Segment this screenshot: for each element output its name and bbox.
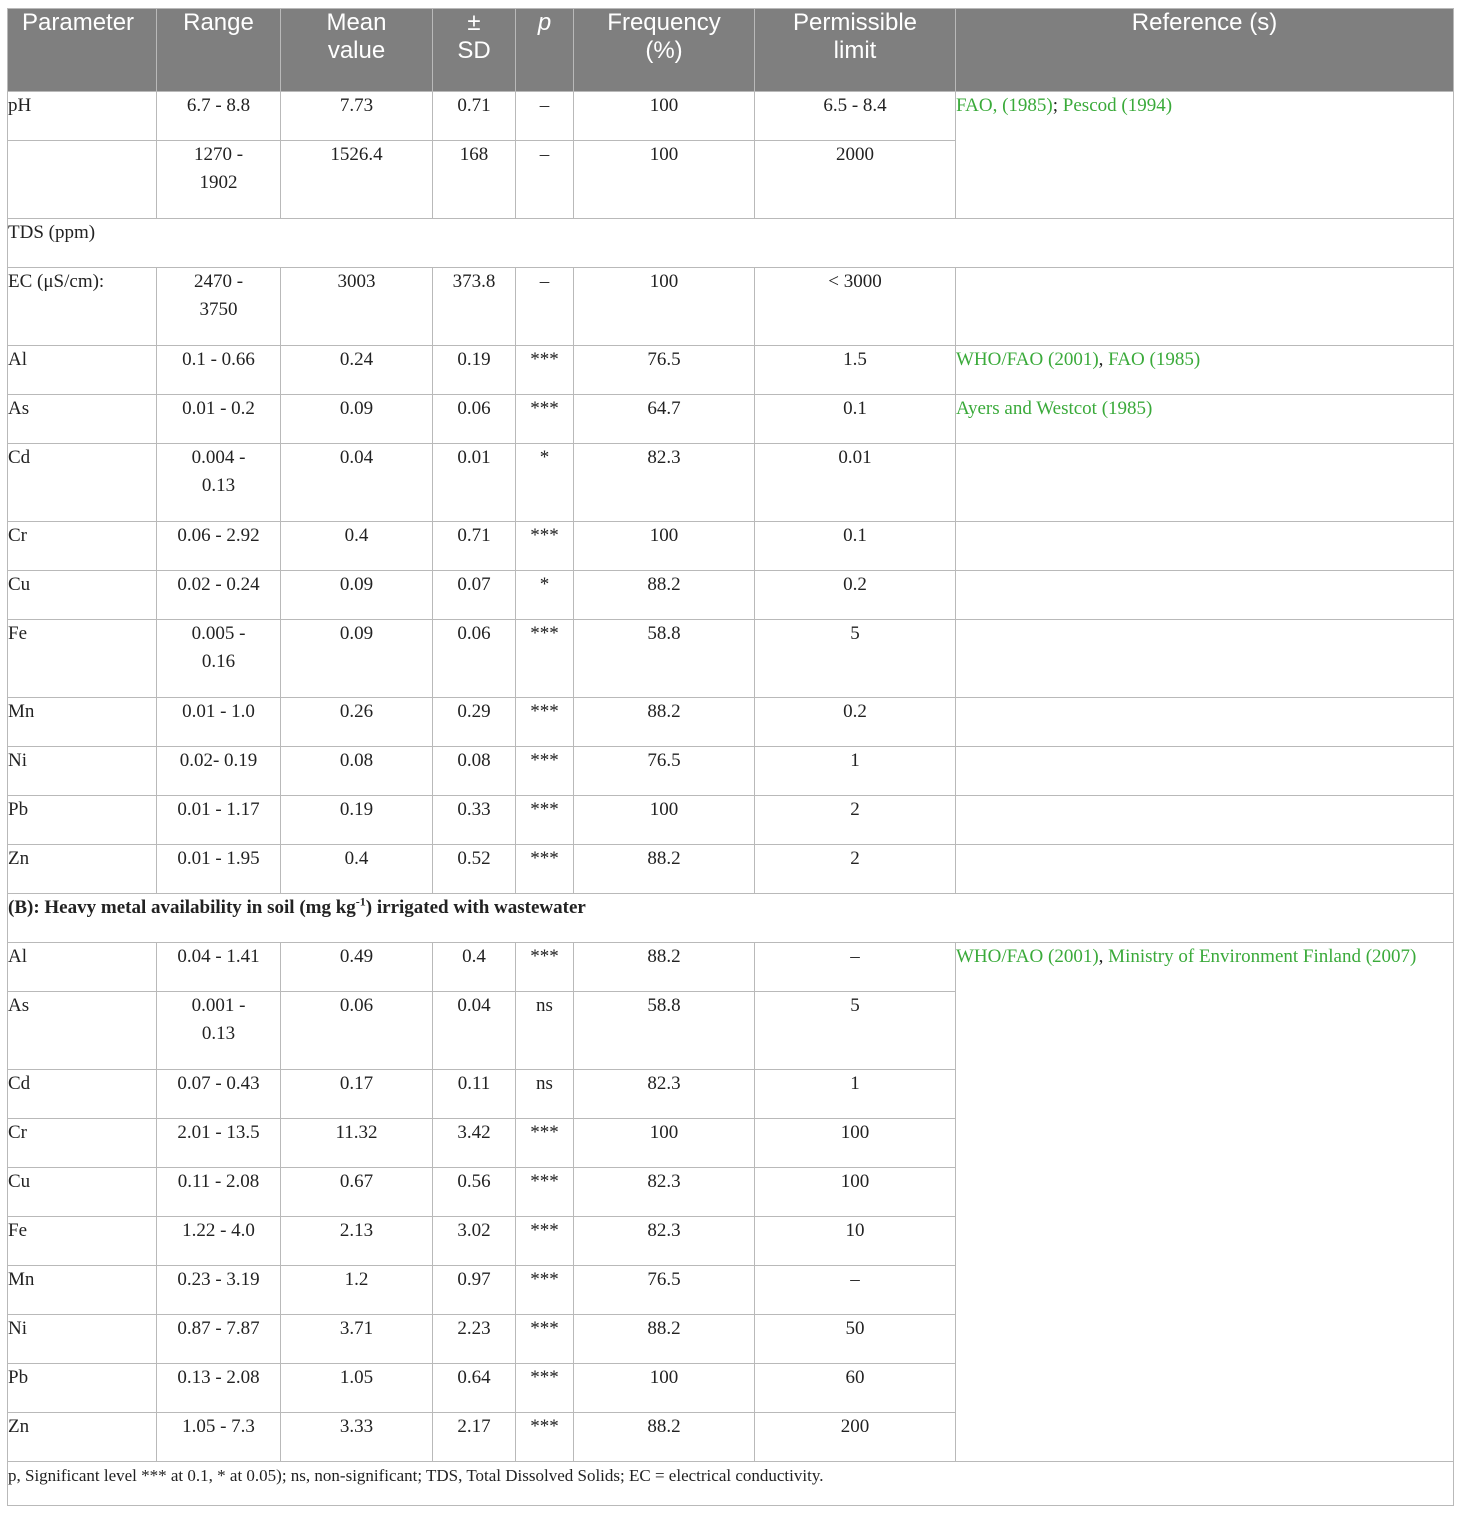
cell-mean: 0.67 <box>281 1168 433 1217</box>
reference-link[interactable]: Ministry of Environment Finland (2007) <box>1108 946 1417 967</box>
cell-limit: 200 <box>755 1413 956 1462</box>
cell-p: *** <box>516 1413 574 1462</box>
cell-sd: 0.97 <box>433 1266 516 1315</box>
cell-frequency: 58.8 <box>574 992 755 1070</box>
cell-parameter: Mn <box>8 698 157 747</box>
reference-link[interactable]: FAO, (1985) <box>956 95 1053 116</box>
cell-p: *** <box>516 845 574 894</box>
table-row <box>8 92 1454 141</box>
cell-frequency: 88.2 <box>574 943 755 992</box>
cell-range: 0.11 - 2.08 <box>157 1168 281 1217</box>
cell-range: 0.87 - 7.87 <box>157 1315 281 1364</box>
cell-limit: 2 <box>755 845 956 894</box>
cell-limit: < 3000 <box>755 268 956 346</box>
cell-frequency: 100 <box>574 141 755 219</box>
cell-p: *** <box>516 1364 574 1413</box>
cell-range: 0.02 - 0.24 <box>157 571 281 620</box>
header-frequency: Frequency (%) <box>574 9 755 92</box>
cell-parameter: Pb <box>8 1364 157 1413</box>
cell-sd: 0.01 <box>433 444 516 522</box>
cell-limit: 0.2 <box>755 571 956 620</box>
cell-mean: 0.24 <box>281 346 433 395</box>
cell-mean: 0.26 <box>281 698 433 747</box>
cell-range: 0.01 - 1.95 <box>157 845 281 894</box>
cell-frequency: 88.2 <box>574 1413 755 1462</box>
cell-sd: 0.07 <box>433 571 516 620</box>
header-range: Range <box>157 9 281 92</box>
cell-limit: 0.01 <box>755 444 956 522</box>
reference-link[interactable]: WHO/FAO (2001) <box>956 946 1099 967</box>
cell-mean: 3.33 <box>281 1413 433 1462</box>
table-row <box>8 444 1454 522</box>
cell-sd: 0.56 <box>433 1168 516 1217</box>
cell-range: 0.23 - 3.19 <box>157 1266 281 1315</box>
cell-range: 1.22 - 4.0 <box>157 1217 281 1266</box>
cell-sd: 373.8 <box>433 268 516 346</box>
cell-p: *** <box>516 1217 574 1266</box>
cell-limit: 1.5 <box>755 346 956 395</box>
cell-limit: 5 <box>755 620 956 698</box>
cell-parameter: TDS (ppm) <box>8 219 1454 268</box>
heavy-metal-table <box>7 8 1454 1506</box>
cell-sd: 0.52 <box>433 845 516 894</box>
table-row <box>8 796 1454 845</box>
cell-frequency: 88.2 <box>574 1315 755 1364</box>
cell-p: *** <box>516 1266 574 1315</box>
cell-limit: 50 <box>755 1315 956 1364</box>
cell-parameter: Pb <box>8 796 157 845</box>
cell-sd: 3.02 <box>433 1217 516 1266</box>
cell-range: 0.13 - 2.08 <box>157 1364 281 1413</box>
cell-limit: 0.1 <box>755 522 956 571</box>
cell-mean: 1526.4 <box>281 141 433 219</box>
cell-sd: 0.4 <box>433 943 516 992</box>
cell-frequency: 76.5 <box>574 346 755 395</box>
cell-parameter: Cr <box>8 1119 157 1168</box>
cell-parameter: Cd <box>8 1070 157 1119</box>
cell-frequency: 82.3 <box>574 1217 755 1266</box>
cell-parameter: As <box>8 992 157 1070</box>
cell-range: 0.005 - 0.16 <box>157 620 281 698</box>
cell-frequency: 100 <box>574 796 755 845</box>
cell-frequency: 76.5 <box>574 1266 755 1315</box>
cell-mean: 0.4 <box>281 845 433 894</box>
table-row <box>8 219 1454 268</box>
cell-sd: 3.42 <box>433 1119 516 1168</box>
cell-mean: 0.19 <box>281 796 433 845</box>
cell-parameter: Cu <box>8 1168 157 1217</box>
cell-reference <box>956 268 1454 346</box>
cell-sd: 0.71 <box>433 92 516 141</box>
cell-range: 0.01 - 0.2 <box>157 395 281 444</box>
cell-reference: FAO, (1985); Pescod (1994) <box>956 92 1454 219</box>
cell-limit: – <box>755 1266 956 1315</box>
cell-range: 0.04 - 1.41 <box>157 943 281 992</box>
cell-mean: 7.73 <box>281 92 433 141</box>
cell-frequency: 100 <box>574 92 755 141</box>
table-header-row <box>8 9 1454 92</box>
header-reference: Reference (s) <box>956 9 1454 92</box>
cell-mean: 11.32 <box>281 1119 433 1168</box>
cell-mean: 1.05 <box>281 1364 433 1413</box>
cell-p: *** <box>516 346 574 395</box>
cell-sd: 0.08 <box>433 747 516 796</box>
cell-sd: 2.17 <box>433 1413 516 1462</box>
cell-limit: 2000 <box>755 141 956 219</box>
cell-p: *** <box>516 943 574 992</box>
cell-reference: WHO/FAO (2001), FAO (1985) <box>956 346 1454 395</box>
cell-reference <box>956 796 1454 845</box>
cell-p: *** <box>516 620 574 698</box>
cell-range: 1.05 - 7.3 <box>157 1413 281 1462</box>
cell-sd: 0.06 <box>433 620 516 698</box>
header-sd: ± SD <box>433 9 516 92</box>
cell-reference <box>956 395 1454 444</box>
cell-p: *** <box>516 1119 574 1168</box>
cell-sd: 0.64 <box>433 1364 516 1413</box>
header-p: p <box>516 9 574 92</box>
cell-p: *** <box>516 698 574 747</box>
cell-frequency: 88.2 <box>574 571 755 620</box>
cell-sd: 0.33 <box>433 796 516 845</box>
cell-parameter: Ni <box>8 1315 157 1364</box>
cell-mean: 1.2 <box>281 1266 433 1315</box>
cell-range: 0.004 - 0.13 <box>157 444 281 522</box>
cell-mean: 0.04 <box>281 444 433 522</box>
cell-p: *** <box>516 796 574 845</box>
cell-p: * <box>516 571 574 620</box>
table-row <box>8 747 1454 796</box>
cell-mean: 3.71 <box>281 1315 433 1364</box>
cell-reference <box>956 747 1454 796</box>
table-footnote: p, Significant level *** at 0.1, * at 0.05); ns, non-significant; TDS, Total Dissolved Solids; EC = electrical conductivity. <box>8 1462 1454 1506</box>
cell-p: – <box>516 92 574 141</box>
cell-sd: 0.04 <box>433 992 516 1070</box>
cell-reference <box>956 845 1454 894</box>
table-row <box>8 395 1454 444</box>
cell-frequency: 100 <box>574 522 755 571</box>
table-row <box>8 522 1454 571</box>
cell-limit: – <box>755 943 956 992</box>
cell-p: – <box>516 268 574 346</box>
cell-parameter <box>8 141 157 219</box>
cell-range: 6.7 - 8.8 <box>157 92 281 141</box>
cell-mean: 0.08 <box>281 747 433 796</box>
cell-reference <box>956 698 1454 747</box>
header-mean: Mean value <box>281 9 433 92</box>
cell-p: *** <box>516 522 574 571</box>
cell-parameter: Cr <box>8 522 157 571</box>
cell-limit: 5 <box>755 992 956 1070</box>
cell-reference <box>956 620 1454 698</box>
cell-frequency: 82.3 <box>574 444 755 522</box>
cell-parameter: Mn <box>8 1266 157 1315</box>
section-b-title: (B): Heavy metal availability in soil (mg $kg^{-1}$) irrigated with wastewater <box>8 894 1454 943</box>
cell-p: *** <box>516 1315 574 1364</box>
cell-frequency: 100 <box>574 268 755 346</box>
cell-limit: 10 <box>755 1217 956 1266</box>
cell-reference <box>956 571 1454 620</box>
cell-range: 0.01 - 1.0 <box>157 698 281 747</box>
cell-sd: 0.19 <box>433 346 516 395</box>
cell-mean: 0.06 <box>281 992 433 1070</box>
cell-parameter: Zn <box>8 845 157 894</box>
cell-limit: 100 <box>755 1168 956 1217</box>
cell-range: 0.07 - 0.43 <box>157 1070 281 1119</box>
cell-frequency: 82.3 <box>574 1070 755 1119</box>
reference-link[interactable]: Pescod (1994) <box>1062 95 1173 116</box>
cell-parameter: Al <box>8 346 157 395</box>
cell-parameter: pH <box>8 92 157 141</box>
cell-frequency: 100 <box>574 1364 755 1413</box>
cell-mean: 0.09 <box>281 571 433 620</box>
cell-reference: WHO/FAO (2001), Ministry of Environment Finland (2007) <box>956 943 1454 1462</box>
cell-frequency: 64.7 <box>574 395 755 444</box>
header-parameter: Parameter <box>8 9 157 92</box>
cell-frequency: 88.2 <box>574 698 755 747</box>
cell-range: 0.1 - 0.66 <box>157 346 281 395</box>
cell-parameter: Cd <box>8 444 157 522</box>
cell-parameter: Cu <box>8 571 157 620</box>
cell-reference <box>956 444 1454 522</box>
cell-p: *** <box>516 1168 574 1217</box>
cell-limit: 1 <box>755 747 956 796</box>
table-row <box>8 268 1454 346</box>
cell-parameter: Fe <box>8 620 157 698</box>
table-row <box>8 845 1454 894</box>
cell-frequency: 82.3 <box>574 1168 755 1217</box>
cell-sd: 0.06 <box>433 395 516 444</box>
header-permissible-limit: Permissible limit <box>755 9 956 92</box>
cell-mean: 0.49 <box>281 943 433 992</box>
cell-p: ns <box>516 992 574 1070</box>
cell-parameter: Zn <box>8 1413 157 1462</box>
cell-p: * <box>516 444 574 522</box>
cell-limit: 1 <box>755 1070 956 1119</box>
cell-p: – <box>516 141 574 219</box>
cell-range: 1270 - 1902 <box>157 141 281 219</box>
cell-range: 0.01 - 1.17 <box>157 796 281 845</box>
cell-parameter: EC (μS/cm): <box>8 268 157 346</box>
cell-frequency: 76.5 <box>574 747 755 796</box>
cell-range: 0.02- 0.19 <box>157 747 281 796</box>
cell-limit: 100 <box>755 1119 956 1168</box>
cell-mean: 2.13 <box>281 1217 433 1266</box>
cell-sd: 0.29 <box>433 698 516 747</box>
cell-frequency: 100 <box>574 1119 755 1168</box>
reference-link[interactable]: FAO (1985) <box>1108 349 1201 370</box>
cell-parameter: Al <box>8 943 157 992</box>
cell-range: 0.06 - 2.92 <box>157 522 281 571</box>
cell-limit: 60 <box>755 1364 956 1413</box>
cell-limit: 0.1 <box>755 395 956 444</box>
cell-mean: 0.09 <box>281 395 433 444</box>
cell-parameter: Ni <box>8 747 157 796</box>
table-row <box>8 571 1454 620</box>
table-row <box>8 943 1454 992</box>
reference-link[interactable]: WHO/FAO (2001) <box>956 349 1099 370</box>
cell-limit: 2 <box>755 796 956 845</box>
cell-parameter: Fe <box>8 1217 157 1266</box>
cell-sd: 0.11 <box>433 1070 516 1119</box>
cell-limit: 0.2 <box>755 698 956 747</box>
cell-limit: 6.5 - 8.4 <box>755 92 956 141</box>
table-row <box>8 620 1454 698</box>
reference-link[interactable]: Ayers and Westcot (1985) <box>956 398 1153 419</box>
section-heading-row <box>8 894 1454 943</box>
footnote-row <box>8 1462 1454 1506</box>
cell-sd: 0.71 <box>433 522 516 571</box>
cell-frequency: 88.2 <box>574 845 755 894</box>
table-container <box>7 8 1453 1506</box>
cell-sd: 168 <box>433 141 516 219</box>
cell-frequency: 58.8 <box>574 620 755 698</box>
cell-mean: 0.17 <box>281 1070 433 1119</box>
cell-p: ns <box>516 1070 574 1119</box>
cell-range: 2470 - 3750 <box>157 268 281 346</box>
cell-p: *** <box>516 747 574 796</box>
table-row <box>8 698 1454 747</box>
cell-mean: 0.4 <box>281 522 433 571</box>
cell-range: 0.001 - 0.13 <box>157 992 281 1070</box>
cell-p: *** <box>516 395 574 444</box>
cell-mean: 3003 <box>281 268 433 346</box>
cell-reference <box>956 522 1454 571</box>
cell-range: 2.01 - 13.5 <box>157 1119 281 1168</box>
cell-parameter: As <box>8 395 157 444</box>
cell-sd: 2.23 <box>433 1315 516 1364</box>
cell-mean: 0.09 <box>281 620 433 698</box>
table-row <box>8 346 1454 395</box>
